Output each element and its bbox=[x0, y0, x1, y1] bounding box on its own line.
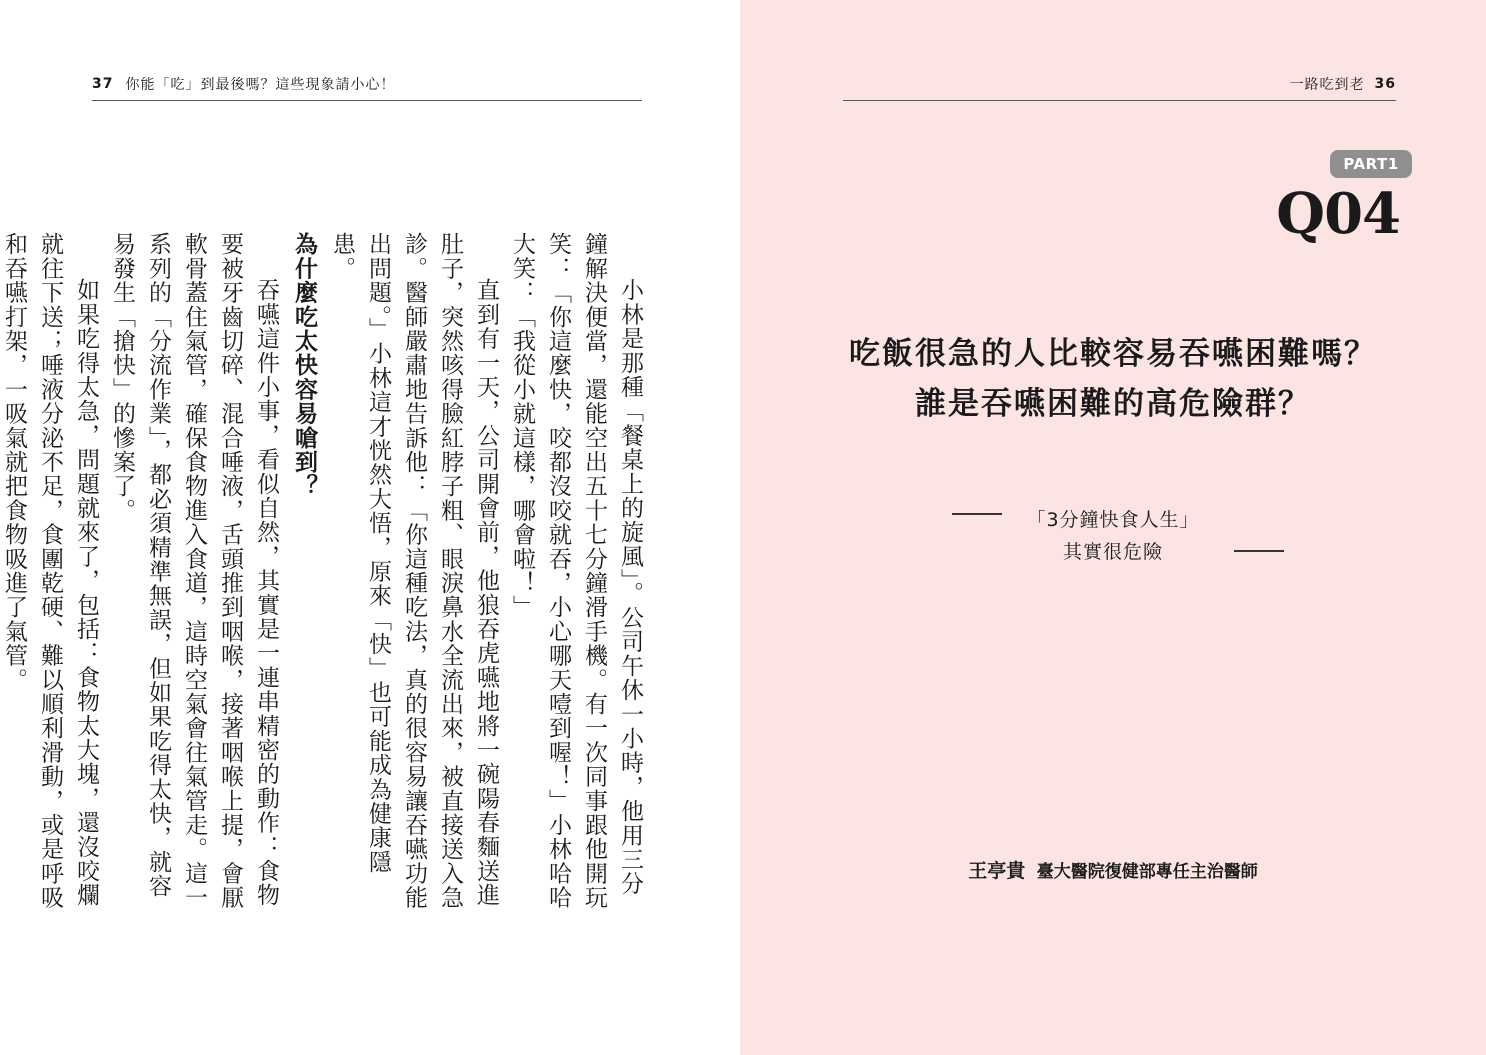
vertical-body-text bbox=[1, 232, 648, 912]
running-head-left-text: 你能「吃」到最後嗎？這些現象請小心！ bbox=[125, 77, 396, 93]
author-credit bbox=[740, 856, 1486, 883]
subtitle-dash-right bbox=[1234, 550, 1284, 552]
page-number-right: 36 bbox=[1374, 76, 1396, 92]
chapter-title-line-1: 吃飯很急的人比較容易吞嚥困難嗎？ bbox=[849, 336, 1377, 372]
section-heading: 為什麼吃太快容易嗆到？ bbox=[291, 232, 317, 499]
page-number-left: 37 bbox=[92, 76, 114, 92]
author-name: 王亭貴 bbox=[968, 860, 1026, 882]
header-divider-left bbox=[92, 100, 642, 101]
body-paragraph-2: 直到有一天，公司開會前，他狼吞虎嚥地將一碗陽春麵送進肚子，突然咳得臉紅脖子粗、眼淚鼻水全流出來，被直接送入急診。醫師嚴肅地告訴他：「你這種吃法，真的很容易讓吞嚥功能出問題。」小林這才恍然大悟，原來「快」也可能成為健康隱患。 bbox=[329, 232, 499, 910]
right-page bbox=[740, 0, 1486, 1055]
section-paragraph-1: 吞嚥這件小事，看似自然，其實是一連串精密的動作：食物要被牙齒切碎、混合唾液，舌頭推到咽喉，接著咽喉上提，會厭軟骨蓋住氣管，確保食物進入食道，這時空氣會往氣管走。這一系列的「分流作業」，都必須精準無誤，但如果吃得太快，就容易發生「搶快」的慘案了。 bbox=[109, 232, 279, 910]
body-paragraph-1: 小林是那種「餐桌上的旋風」。公司午休一小時，他用三分鐘解決便當，還能空出五十七分鐘滑手機。有一次同事跟他開玩笑：「你這麼快，咬都沒咬就吞，小心哪天噎到喔！」小林哈哈大笑：「我從小就這樣，哪會啦！」 bbox=[509, 232, 643, 910]
running-head-left bbox=[92, 74, 642, 94]
subtitle-line-2: 其實很危險 bbox=[1062, 541, 1163, 563]
running-head-right-text: 一路吃到老 bbox=[1289, 77, 1365, 93]
question-number: Q04 bbox=[1276, 181, 1400, 247]
header-divider-right bbox=[843, 100, 1396, 101]
left-page bbox=[0, 0, 740, 1055]
running-head-right bbox=[1290, 74, 1396, 94]
subtitle-line-1: 「3分鐘快食人生」 bbox=[1026, 509, 1200, 531]
chapter-title-line-2: 誰是吞嚥困難的高危險群？ bbox=[915, 386, 1311, 422]
section-paragraph-2: 如果吃得太急，問題就來了，包括：食物太大塊，還沒咬爛就往下送；唾液分泌不足，食團乾硬、難以順利滑動，或是呼吸和吞嚥打架，一吸氣就把食物吸進了氣管。 bbox=[1, 232, 99, 910]
author-role: 臺大醫院復健部專任主治醫師 bbox=[1036, 862, 1258, 882]
part-badge: PART1 bbox=[1330, 150, 1412, 178]
